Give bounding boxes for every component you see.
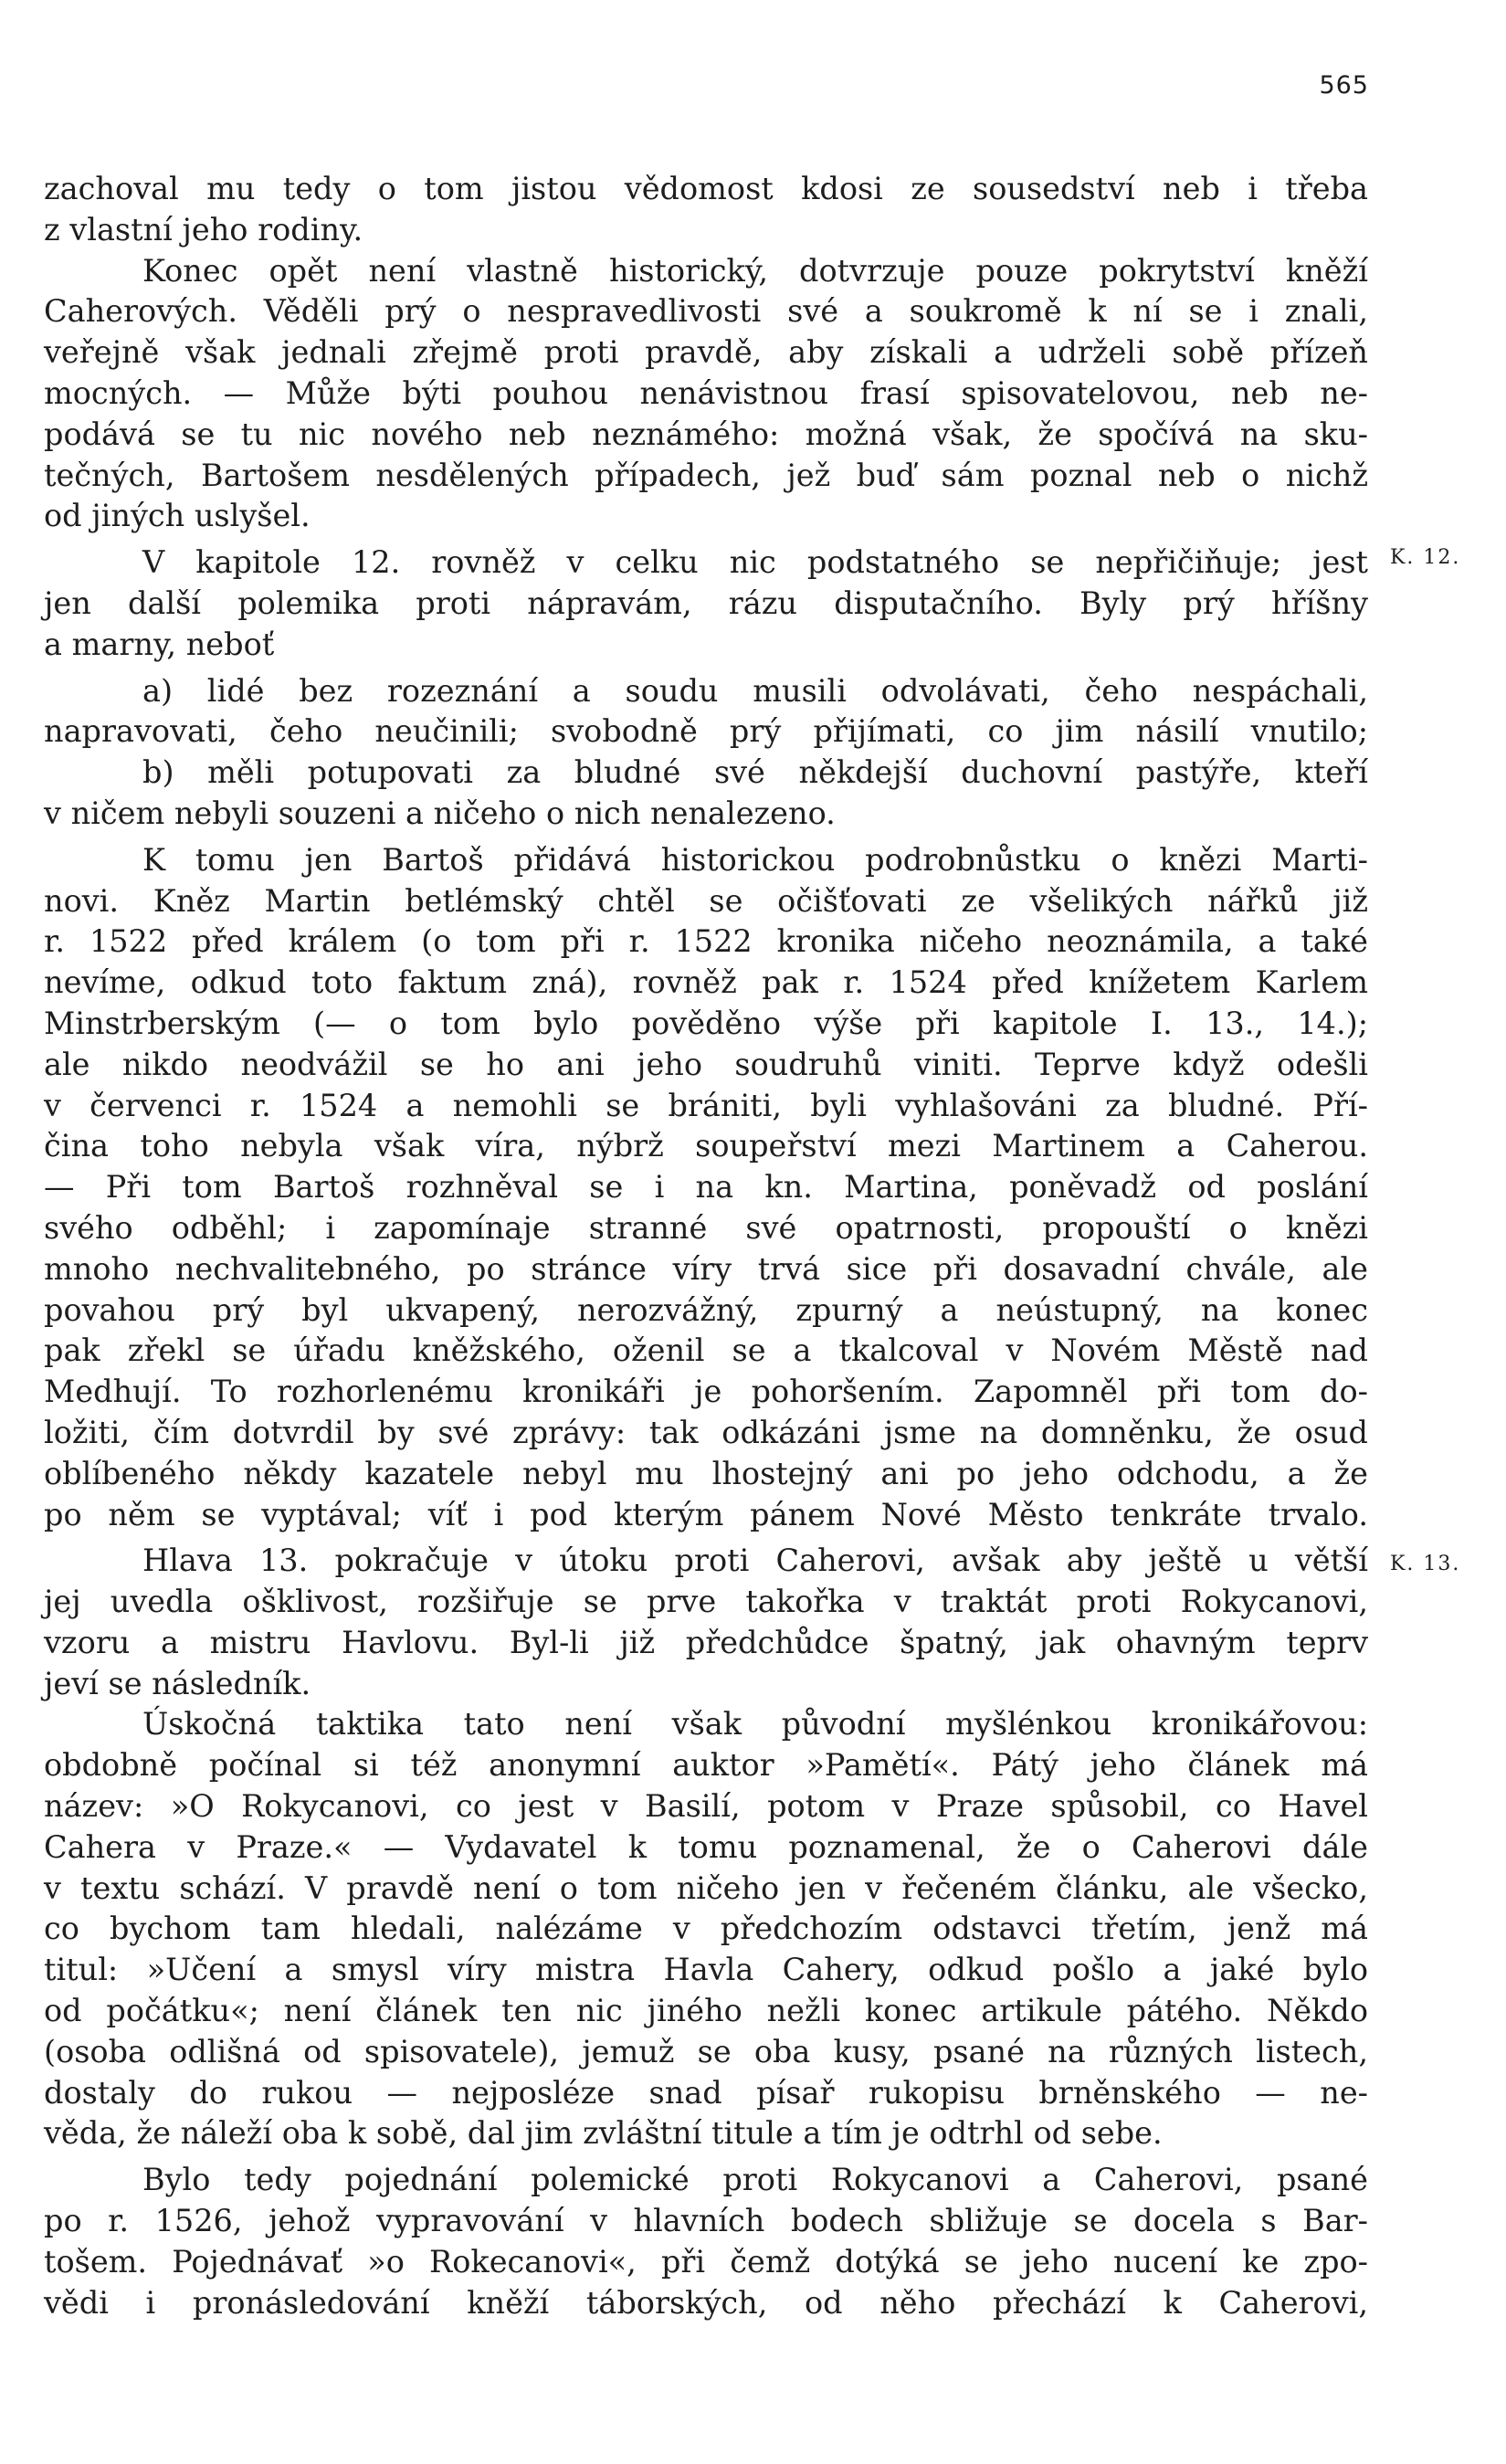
text-line: a marny, neboť: [44, 626, 275, 662]
margin-note-k12: K. 12.: [1390, 546, 1461, 569]
text-line: ložiti, čím dotvrdil by své zprávy: tak odkázáni jsme na domněnku, že osud: [44, 1414, 1368, 1450]
text-line: v textu schází. V pravdě není o tom ničeho jen v řečeném článku, ale všecko,: [44, 1869, 1368, 1906]
text-line: titul: »Učení a smysl víry mistra Havla Cahery, odkud pošlo a jaké bylo: [44, 1952, 1368, 1988]
text-line: Konec opět není vlastně historický, dotvrzuje pouze pokrytství kněží: [142, 252, 1368, 289]
text-line: vědi i pronásledování kněží táborských, od něho přechází k Caherovi,: [44, 2284, 1368, 2321]
text-line: pak zřekl se úřadu kněžského, oženil se a tkalcoval v Novém Městě nad: [44, 1332, 1368, 1369]
text-line: Cahera v Praze.« — Vydavatel k tomu poznamenal, že o Caherovi dále: [44, 1828, 1368, 1865]
text-line: mocných. — Může býti pouhou nenávistnou frasí spisovatelovou, neb ne-: [44, 374, 1368, 411]
text-line: a) lidé bez rozeznání a soudu musili odvolávati, čeho nespáchali,: [142, 672, 1368, 709]
text-line: v červenci r. 1524 a nemohli se brániti, byli vyhlašováni za bludné. Pří-: [44, 1087, 1368, 1123]
text-line: tošem. Pojednávať »o Rokecanovi«, při čemž dotýká se jeho nucení ke zpo-: [44, 2243, 1368, 2280]
body-text: [44, 169, 1368, 2323]
text-line: tečných, Bartošem nesdělených případech, jež buď sám poznal neb o nichž: [44, 457, 1368, 493]
text-line: oblíbeného někdy kazatele nebyl mu lhostejný ani po jeho odchodu, a že: [44, 1455, 1368, 1491]
page-number: 565: [1319, 71, 1369, 100]
text-line: čina toho nebyla však víra, nýbrž soupeřství mezi Martinem a Caherou.: [44, 1128, 1368, 1164]
text-line: jen další polemika proti nápravám, rázu disputačního. Byly prý hříšny: [44, 584, 1368, 621]
text-line: jej uvedla ošklivost, rozšiřuje se prve takořka v traktát proti Rokycanovi,: [44, 1584, 1368, 1620]
text-line: z vlastní jeho rodiny.: [44, 211, 363, 247]
text-line: r. 1522 před králem (o tom při r. 1522 kronika ničeho neoznámila, a také: [44, 923, 1368, 960]
text-line: podává se tu nic nového neb neznámého: možná však, že spočívá na sku-: [44, 416, 1368, 452]
text-line: věda, že náleží oba k sobě, dal jim zvláštní titule a tím je odtrhl od sebe.: [44, 2115, 1163, 2152]
text-line: Caherových. Věděli prý o nespravedlivosti své a soukromě k ní se i znali,: [44, 293, 1368, 330]
text-line: zachoval mu tedy o tom jistou vědomost kdosi ze sousedství neb i třeba: [44, 171, 1368, 206]
text-line: od počátku«; není článek ten nic jiného nežli konec artikule pátého. Někdo: [44, 1993, 1368, 2029]
text-line: povahou prý byl ukvapený, nerozvážný, zpurný a neústupný, na konec: [44, 1291, 1368, 1328]
text-line: veřejně však jednali zřejmě proti pravdě, aby získali a udrželi sobě přízeň: [44, 334, 1368, 371]
text-line: po něm se vyptával; víť i pod kterým pánem Nové Město tenkráte trvalo.: [44, 1496, 1368, 1532]
text-line: — Při tom Bartoš rozhněval se i na kn. Martina, poněvadž od poslání: [44, 1169, 1368, 1206]
text-line: Bylo tedy pojednání polemické proti Rokycanovi a Caherovi, psané: [142, 2162, 1368, 2198]
text-line: Hlava 13. pokračuje v útoku proti Caherovi, avšak aby ještě u větší: [142, 1543, 1368, 1579]
text-line: obdobně počínal si též anonymní auktor »Pamětí«. Pátý jeho článek má: [44, 1747, 1368, 1784]
text-line: vzoru a mistru Havlovu. Byl-li již předchůdce špatný, jak ohavným teprv: [44, 1624, 1368, 1660]
text-line: napravovati, čeho neučinili; svobodně prý přijímati, co jim násilí vnutilo;: [44, 713, 1368, 750]
text-line: K tomu jen Bartoš přidává historickou podrobnůstku o knězi Marti-: [142, 841, 1368, 878]
text-line: jeví se následník.: [44, 1665, 311, 1701]
text-line: od jiných uslyšel.: [44, 498, 311, 534]
text-line: (osoba odlišná od spisovatele), jemuž se oba kusy, psané na různých listech,: [44, 2033, 1368, 2069]
text-line: název: »O Rokycanovi, co jest v Basilí, potom v Praze spůsobil, co Havel: [44, 1788, 1368, 1825]
text-line: dostaly do rukou — nejposléze snad písař rukopisu brněnského — ne-: [44, 2074, 1368, 2111]
text-line: mnoho nechvalitebného, po stránce víry trvá sice při dosavadní chvále, ale: [44, 1250, 1368, 1287]
text-line: nevíme, odkud toto faktum zná), rovněž pak r. 1524 před knížetem Karlem: [44, 964, 1368, 1001]
text-line: ale nikdo neodvážil se ho ani jeho soudruhů viniti. Teprve když odešli: [44, 1046, 1368, 1082]
text-line: novi. Kněz Martin betlémský chtěl se očišťovati ze všelikých nářků již: [44, 882, 1368, 919]
text-line: co bychom tam hledali, nalézáme v předchozím odstavci třetím, jenž má: [44, 1911, 1368, 1947]
text-line: Úskočná taktika tato není však původní myšlénkou kronikářovou:: [142, 1706, 1368, 1743]
text-line: Minstrberským (— o tom bylo pověděno výše při kapitole I. 13., 14.);: [44, 1005, 1368, 1041]
text-line: po r. 1526, jehož vypravování v hlavních bodech sbližuje se docela s Bar-: [44, 2203, 1368, 2239]
margin-note-k13: K. 13.: [1390, 1553, 1461, 1575]
text-line: v ničem nebyli souzeni a ničeho o nich nenalezeno.: [44, 795, 836, 831]
text-line: b) měli potupovati za bludné své někdejší duchovní pastýře, kteří: [142, 754, 1368, 791]
text-line: V kapitole 12. rovněž v celku nic podstatného se nepřičiňuje; jest: [142, 544, 1368, 581]
text-line: svého odběhl; i zapomínaje stranné své opatrnosti, propouští o knězi: [44, 1209, 1368, 1246]
text-line: Medhují. To rozhorlenému kronikáři je pohoršením. Zapomněl při tom do-: [44, 1374, 1368, 1410]
